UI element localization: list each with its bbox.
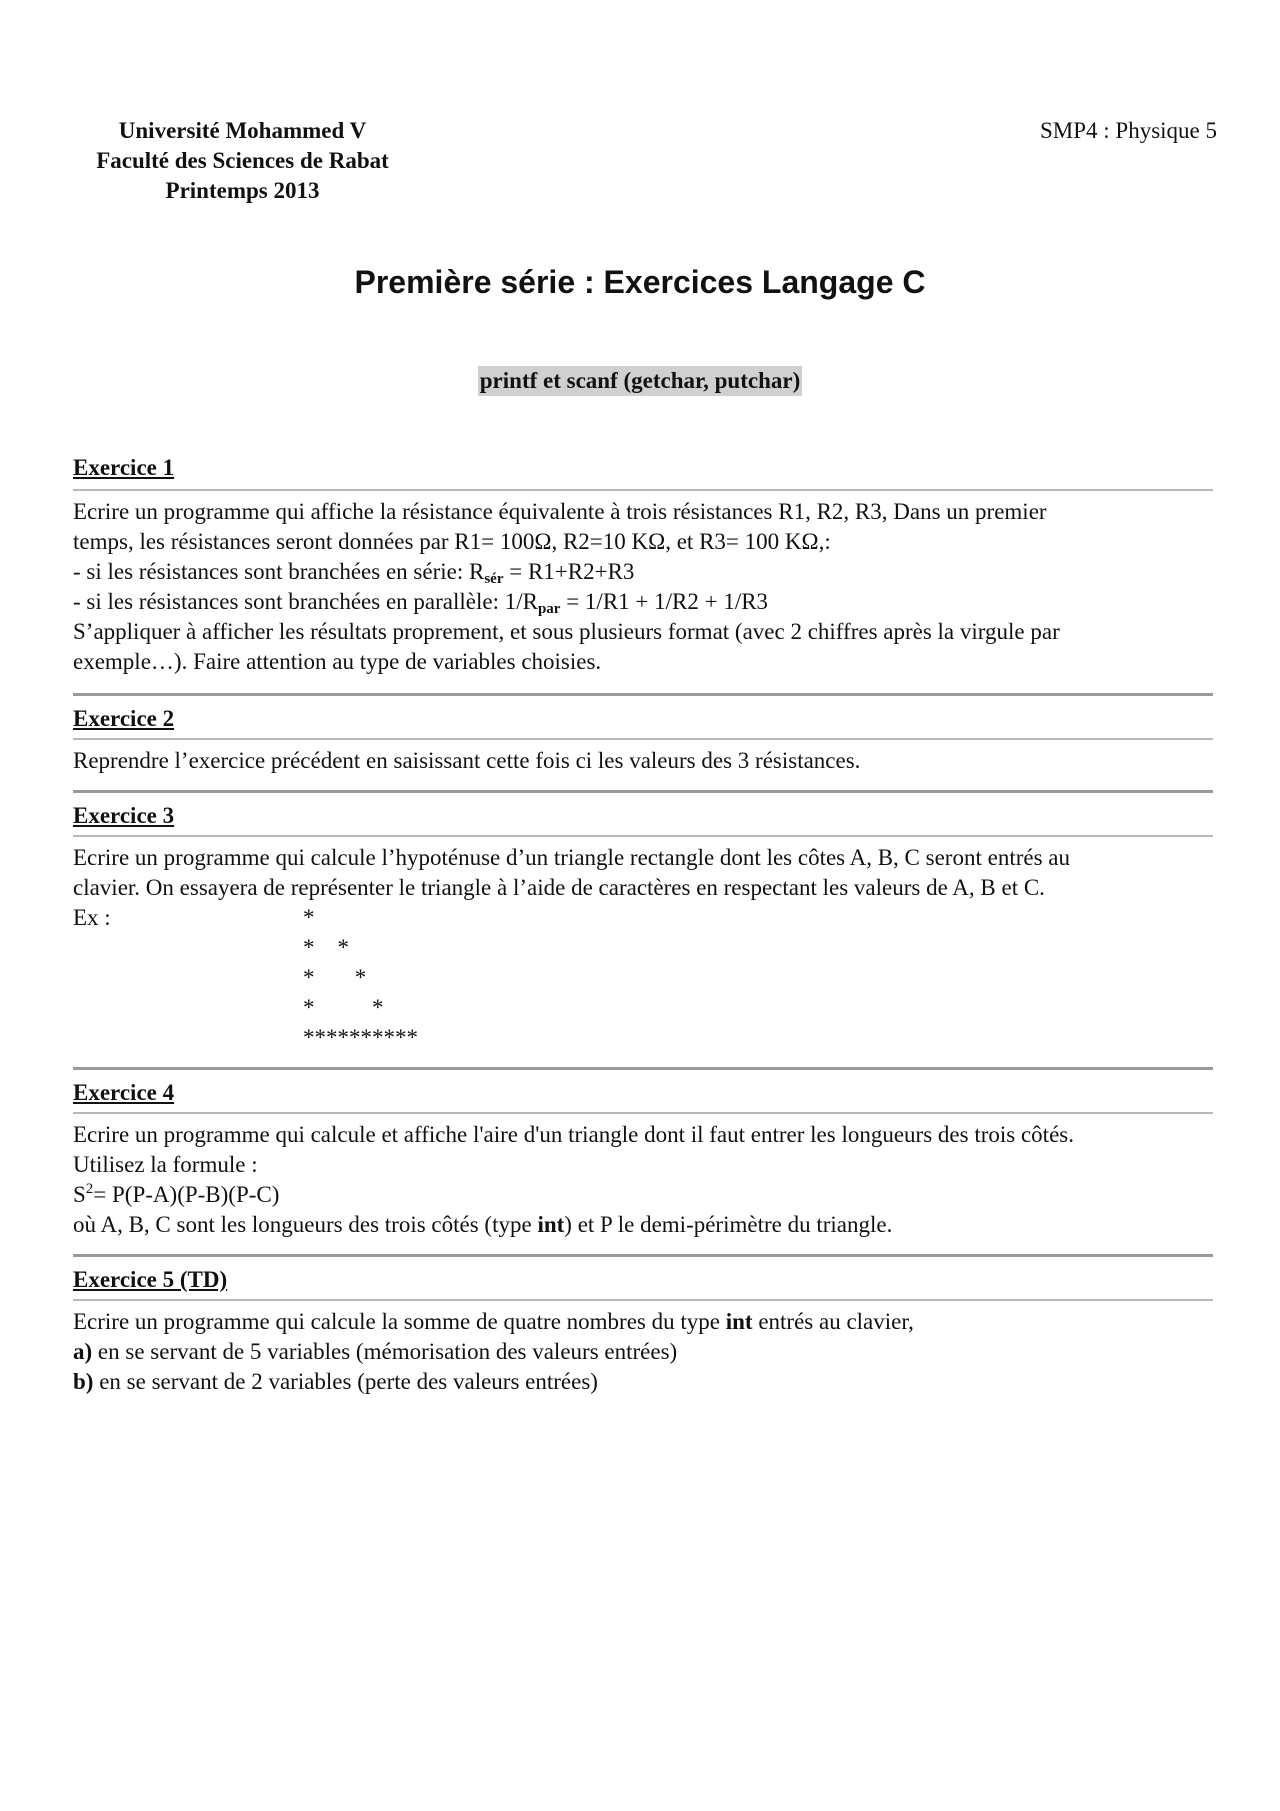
triangle-row-1: * [303, 905, 315, 930]
exercise-3-title-row [73, 801, 1213, 835]
triangle-row-5: ********** [303, 1025, 418, 1050]
exercise-3-line-1: Ecrire un programme qui calcule l’hypoténuse d’un triangle rectangle dont les côtes A, B, C seront entrés au [73, 845, 1070, 870]
exercise-5-title-row [73, 1265, 1213, 1299]
formula-body: = P(P-A)(P-B)(P-C) [93, 1182, 280, 1207]
exercise-1-title: Exercice 1 [73, 455, 175, 480]
exercise-4-formula [73, 1180, 1213, 1210]
page-title: Première série : Exercices Langage C [354, 264, 926, 300]
exercise-2-line-1: Reprendre l’exercice précédent en saisissant cette fois ci les valeurs des 3 résistances. [73, 748, 861, 773]
exercise-1-serie-line [73, 557, 1213, 587]
type-int-keyword: int [537, 1212, 565, 1237]
exercise-2-title: Exercice 2 [73, 706, 175, 731]
parallel-text: - si les résistances sont branchées en parallèle: 1/R [73, 589, 538, 614]
exercise-1-line-2: temps, les résistances seront données par R1= 100Ω, R2=10 KΩ, et R3= 100 KΩ,: [73, 529, 831, 554]
exercise-4-text: où A, B, C sont les longueurs des trois côtés (type [73, 1212, 538, 1237]
example-label: Ex : [73, 905, 111, 930]
serie-subscript: sér [484, 571, 504, 587]
divider [73, 1254, 1213, 1257]
exercise-5-intro [73, 1307, 1213, 1337]
exercise-2-body [73, 746, 1213, 776]
faculty-name: Faculté des Sciences de Rabat [96, 148, 389, 173]
divider [73, 693, 1213, 696]
exercise-3-title: Exercice 3 [73, 803, 175, 828]
exercise-5-item-a [73, 1337, 1213, 1367]
item-text: en se servant de 2 variables (perte des valeurs entrées) [93, 1369, 598, 1394]
exercise-5-item-b [73, 1367, 1213, 1397]
exercise-4-line-1: Ecrire un programme qui calcule et affiche l'aire d'un triangle dont il faut entrer les longueurs des trois côtés. [73, 1122, 1074, 1147]
exercise-1-parallel-line [73, 587, 1213, 617]
institution-header [70, 116, 415, 206]
exercise-4-body [73, 1120, 1213, 1240]
exercise-1-line-6: exemple…). Faire attention au type de variables choisies. [73, 649, 602, 674]
item-label: b) [73, 1369, 94, 1394]
type-int-keyword: int [725, 1309, 753, 1334]
section-subtitle: printf et scanf (getchar, putchar) [478, 366, 802, 396]
divider [73, 1112, 1213, 1114]
exercise-4-line-4 [73, 1210, 1213, 1240]
divider [73, 835, 1213, 837]
exercise-4-title-row [73, 1078, 1213, 1112]
exercise-3-body [73, 843, 1213, 1053]
divider [73, 489, 1213, 491]
divider [73, 790, 1213, 793]
exercise-2-title-row [73, 704, 1213, 738]
exercises-content [73, 453, 1213, 1397]
ascii-triangle-example [73, 903, 1213, 1053]
exercise-5-title: Exercice 5 (TD) [73, 1267, 228, 1292]
course-label: SMP4 : Physique 5 [1039, 118, 1217, 143]
exercise-4-line-2: Utilisez la formule : [73, 1152, 258, 1177]
exercise-1-line-1: Ecrire un programme qui affiche la résistance équivalente à trois résistances R1, R2, R3, Dans un premier [73, 499, 1047, 524]
serie-text: - si les résistances sont branchées en série: R [73, 559, 485, 584]
exercise-1-title-row [73, 453, 1213, 489]
item-text: en se servant de 5 variables (mémorisation des valeurs entrées) [92, 1339, 678, 1364]
triangle-row-2: * * [303, 935, 349, 960]
exercise-4-text-end: ) et P le demi-périmètre du triangle. [564, 1212, 893, 1237]
formula-base: S [73, 1182, 86, 1207]
exercise-5-text-end: entrés au clavier, [752, 1309, 914, 1334]
exercise-3-line-2: clavier. On essayera de représenter le triangle à l’aide de caractères en respectant les valeurs de A, B et C. [73, 875, 1045, 900]
university-name: Université Mohammed V [118, 118, 367, 143]
exercise-5-body [73, 1307, 1213, 1397]
exercise-5-text: Ecrire un programme qui calcule la somme de quatre nombres du type [73, 1309, 726, 1334]
triangle-row-3: * * [303, 965, 367, 990]
serie-formula: = R1+R2+R3 [503, 559, 635, 584]
exercise-4-title: Exercice 4 [73, 1080, 175, 1105]
formula-exponent: 2 [85, 1181, 94, 1197]
divider [73, 1299, 1213, 1301]
triangle-row-4: * * [303, 995, 384, 1020]
parallel-formula: = 1/R1 + 1/R2 + 1/R3 [560, 589, 769, 614]
item-label: a) [73, 1339, 93, 1364]
exercise-1-body [73, 497, 1213, 677]
exercise-1-line-5: S’appliquer à afficher les résultats proprement, et sous plusieurs format (avec 2 chiffres après la virgule par [73, 619, 1060, 644]
semester: Printemps 2013 [165, 178, 320, 203]
divider [73, 1067, 1213, 1070]
divider [73, 738, 1213, 740]
subtitle-container [0, 366, 1280, 396]
parallel-subscript: par [537, 601, 561, 617]
